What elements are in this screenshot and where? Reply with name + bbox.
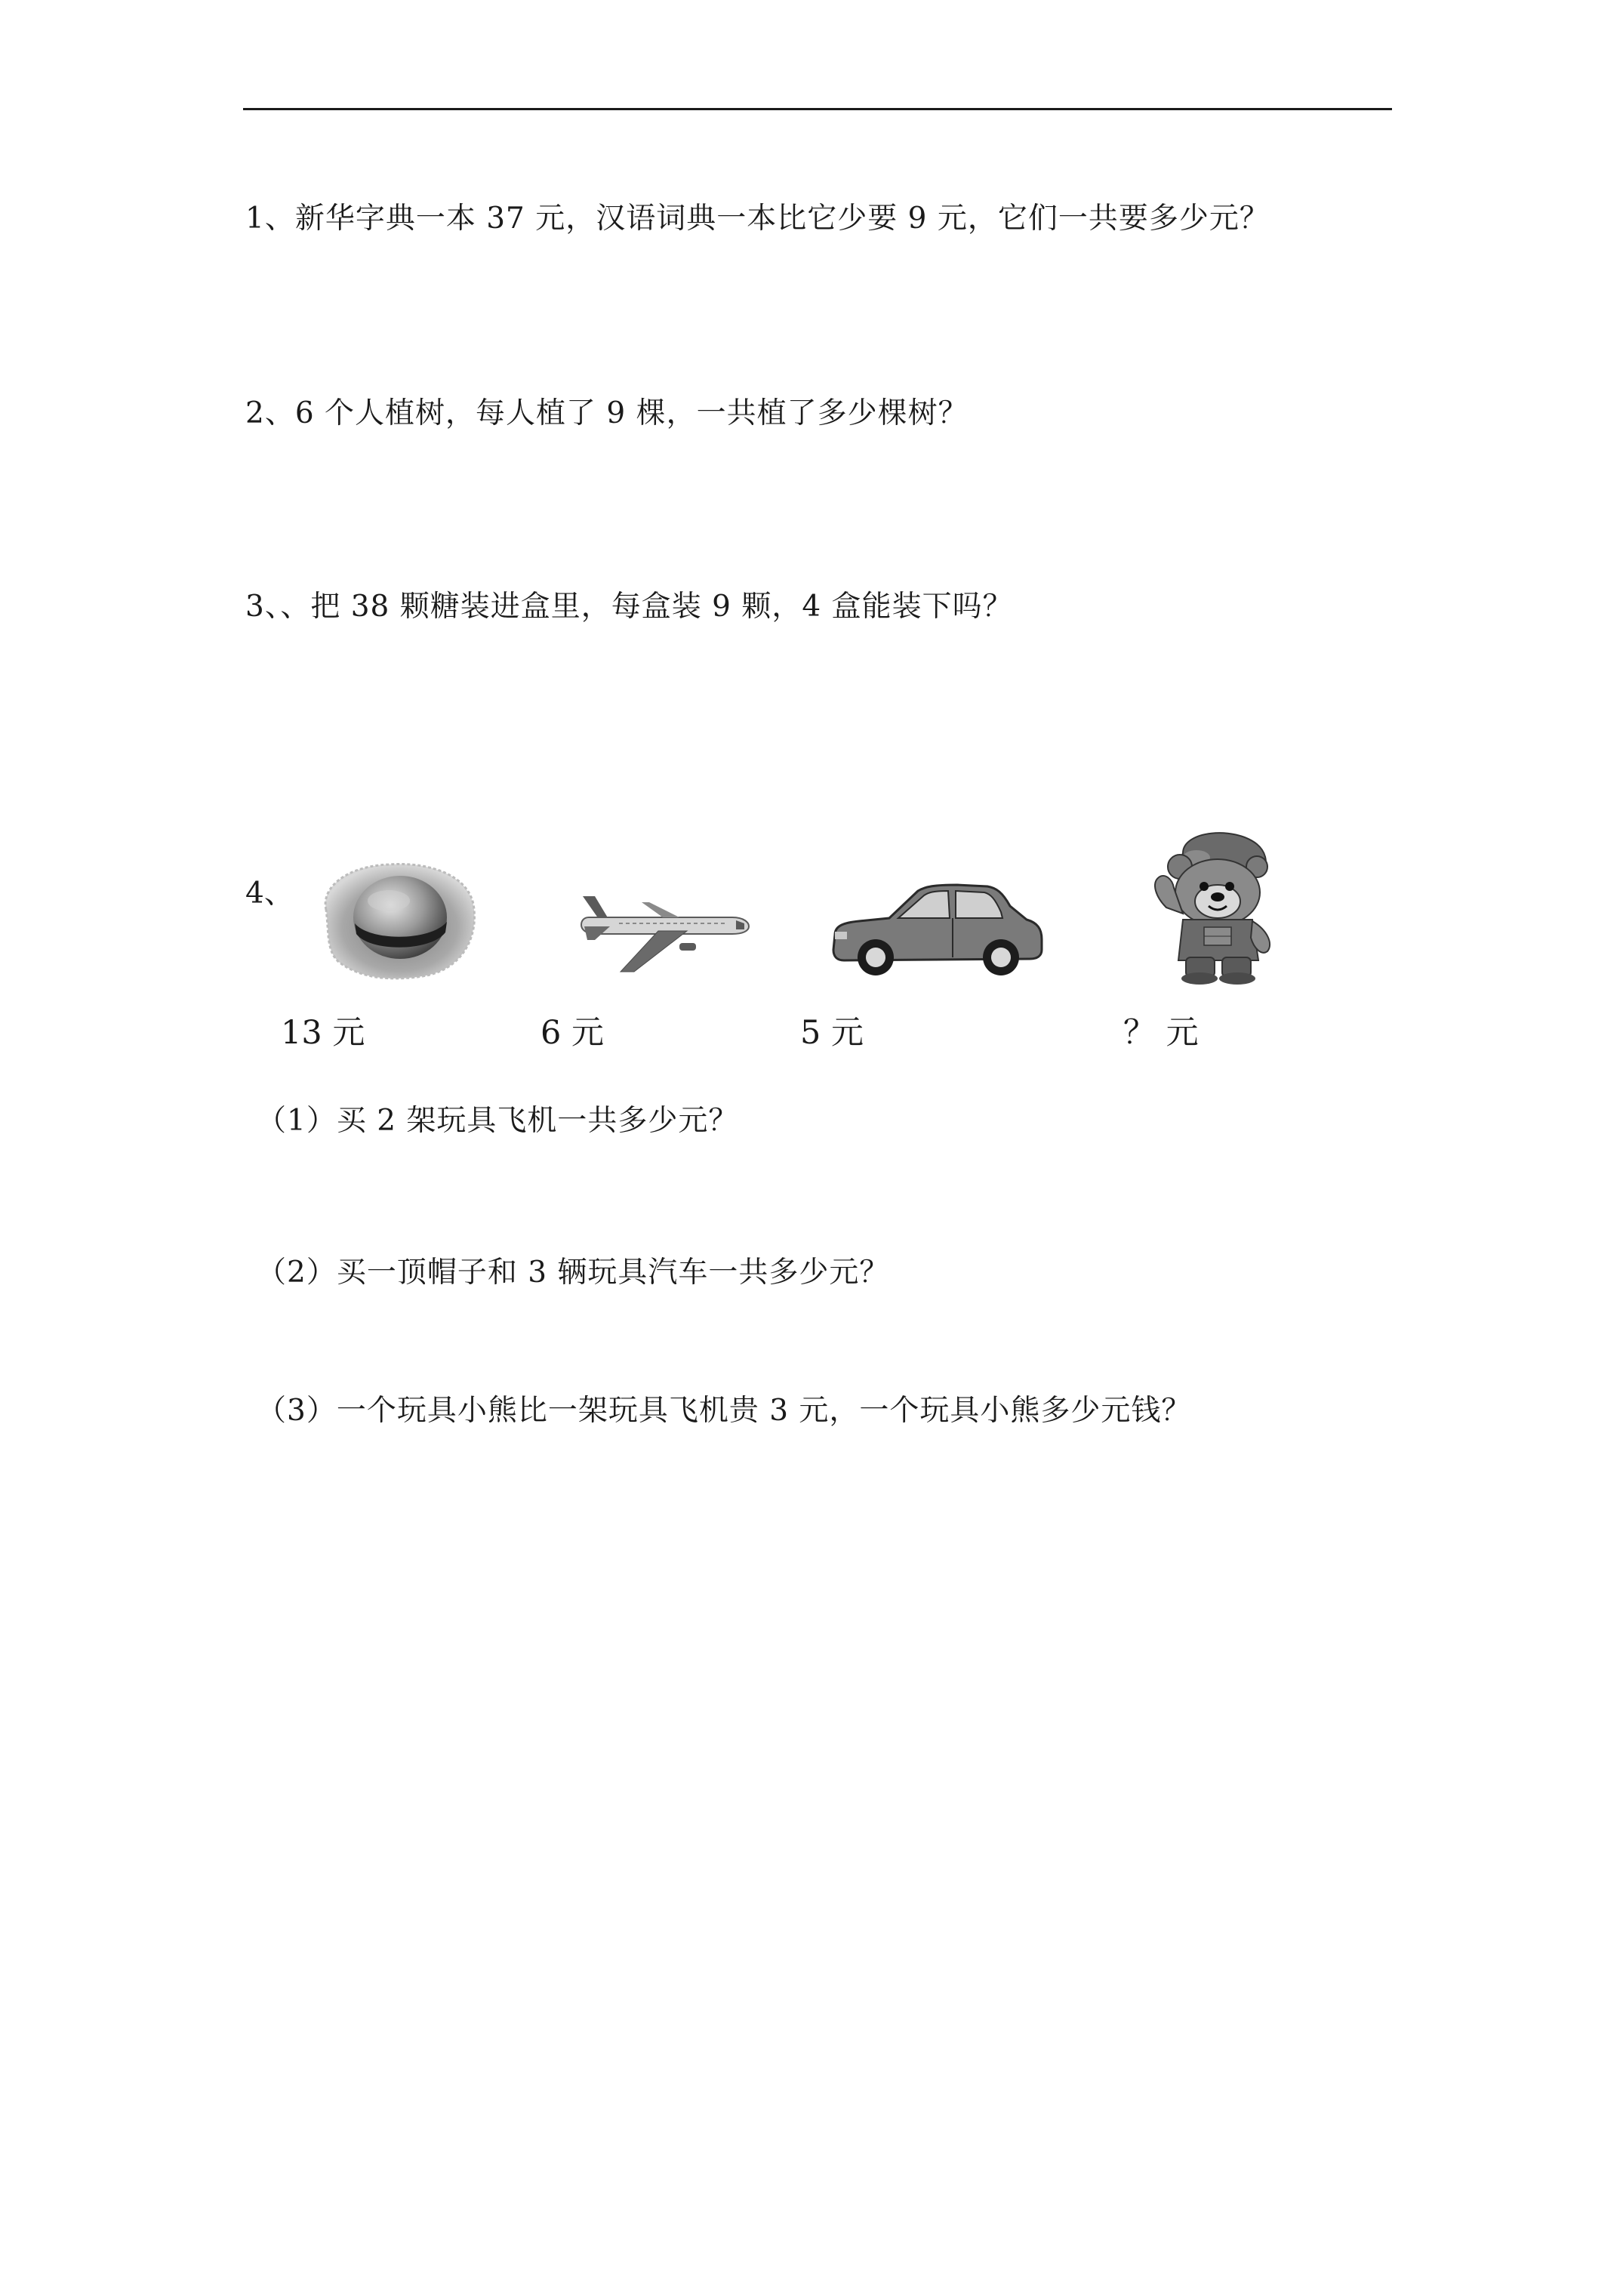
- subquestion-2: [257, 1253, 889, 1293]
- subquestion-text: 买 2 架玩具飞机一共多少元？: [336, 1104, 739, 1138]
- hat-item: [317, 857, 479, 982]
- subquestion-label: （1）: [257, 1104, 337, 1138]
- car-item: [829, 882, 1044, 978]
- question-4-number: 4、: [245, 877, 294, 911]
- question-text: 6 个人植树，每人植了 9 棵，一共植了多少棵树？: [294, 396, 969, 430]
- question-1: [245, 199, 1270, 239]
- question-2: [245, 394, 969, 433]
- header-rule: [243, 108, 1392, 110]
- teddy-bear-price: ？ 元: [1123, 1014, 1199, 1052]
- subquestion-text: 一个玩具小熊比一架玩具飞机贵 3 元，一个玩具小熊多少元钱？: [336, 1394, 1192, 1428]
- airplane-price: 6 元: [540, 1014, 605, 1052]
- subquestion-label: （3）: [257, 1394, 337, 1428]
- subquestion-text: 买一顶帽子和 3 辆玩具汽车一共多少元？: [336, 1256, 890, 1290]
- question-text: 、把 38 颗糖装进盒里，每盒装 9 颗，4 盒能装下吗？: [280, 590, 1013, 624]
- subquestion-label: （2）: [257, 1256, 337, 1290]
- teddy-bear-icon: [1144, 823, 1280, 985]
- subquestion-1: [257, 1102, 738, 1141]
- question-number: 3、: [245, 590, 281, 624]
- question-number: 2、: [245, 396, 295, 430]
- airplane-item: [574, 887, 751, 978]
- hat-price: 13 元: [281, 1014, 365, 1052]
- airplane-icon: [574, 887, 751, 978]
- teddy-bear-item: [1144, 823, 1280, 985]
- car-price: 5 元: [800, 1014, 864, 1052]
- subquestion-3: [257, 1391, 1191, 1431]
- hat-icon: [317, 857, 479, 982]
- question-number: 1、: [245, 202, 295, 236]
- question-text: 新华字典一本 37 元，汉语词典一本比它少要 9 元，它们一共要多少元？: [294, 202, 1270, 236]
- car-icon: [829, 882, 1044, 978]
- question-3: [245, 587, 1013, 627]
